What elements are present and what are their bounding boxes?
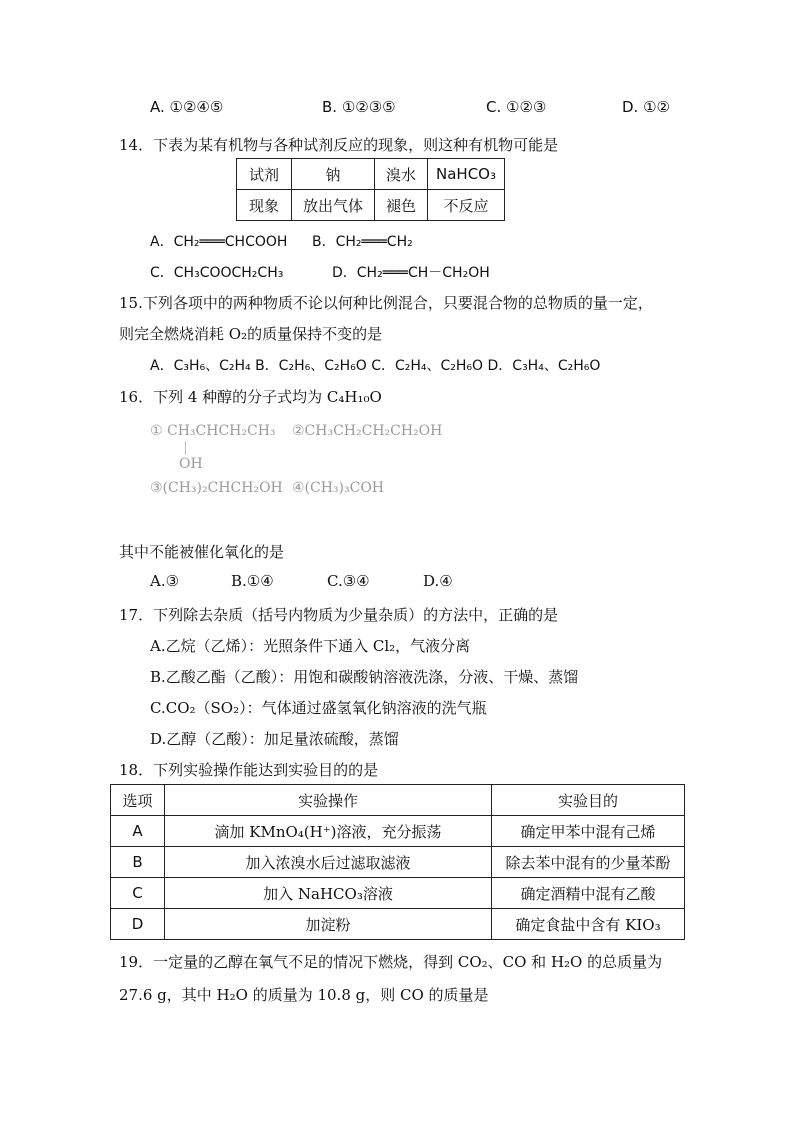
table-cell: 滴加 KMnO₄(H⁺)溶液，充分振荡	[165, 816, 492, 847]
q14-stem: 14．下表为某有机物与各种试剂反应的现象，则这种有机物可能是	[119, 136, 559, 154]
table-header-cell: 实验操作	[165, 785, 492, 816]
q16-option-d: D.④	[423, 572, 453, 590]
q16-stem: 16．下列 4 种醇的分子式均为 C₄H₁₀O	[119, 388, 382, 406]
table-cell: NaHCO₃	[428, 159, 505, 190]
table-cell: A	[111, 816, 165, 847]
q13-option-d: D. ①②	[622, 98, 670, 116]
q17-option-a: A.乙烷（乙烯）：光照条件下通入 Cl₂，气液分离	[150, 637, 471, 655]
q18-stem: 18．下列实验操作能达到实验目的的是	[119, 761, 379, 779]
table-cell: 确定甲苯中混有己烯	[492, 816, 685, 847]
table-cell: 加入浓溴水后过滤取滤液	[165, 847, 492, 878]
table-row	[111, 909, 685, 940]
q13-option-a: A. ①②④⑤	[150, 98, 224, 116]
table-cell: B	[111, 847, 165, 878]
q14-option-c: C．CH₃COOCH₂CH₃	[150, 265, 284, 281]
q17-option-d: D.乙醇（乙酸）：加足量浓硫酸，蒸馏	[150, 730, 399, 748]
table-cell: 不反应	[428, 190, 505, 221]
table-row	[237, 190, 505, 221]
q15-stem-line1: 15.下列各项中的两种物质不论以何种比例混合，只要混合物的总物质的量一定，	[119, 294, 653, 312]
table-cell: 除去苯中混有的少量苯酚	[492, 847, 685, 878]
q18-experiment-table	[110, 784, 685, 940]
table-header-cell: 选项	[111, 785, 165, 816]
q15-stem-line2: 则完全燃烧消耗 O₂的质量保持不变的是	[119, 325, 383, 343]
q17-option-c: C.CO₂（SO₂）：气体通过盛氢氧化钠溶液的洗气瓶	[150, 699, 487, 717]
table-cell: C	[111, 878, 165, 909]
q19-line1: 19．一定量的乙醇在氧气不足的情况下燃烧，得到 CO₂、CO 和 H₂O 的总质量为	[119, 953, 663, 971]
q17-stem: 17．下列除去杂质（括号内物质为少量杂质）的方法中，正确的是	[119, 606, 559, 624]
table-cell: D	[111, 909, 165, 940]
table-cell: 试剂	[237, 159, 292, 190]
q16-structure-3: ③(CH₃)₂CHCH₂OH	[150, 480, 283, 496]
q16-structure-1: ① CH₃CHCH₂CH₃	[150, 423, 276, 439]
q16-bond-line	[185, 441, 186, 455]
q14-option-a: A．CH₂═══CHCOOH	[150, 234, 288, 250]
table-cell: 确定食盐中含有 KIO₃	[492, 909, 685, 940]
table-cell: 加淀粉	[165, 909, 492, 940]
q16-option-b: B.①④	[231, 572, 274, 590]
q15-options: A．C₃H₆、C₂H₄ B．C₂H₆、C₂H₆O C．C₂H₄、C₂H₆O D．C₃H₄、C₂H₆O	[150, 358, 601, 374]
table-cell: 褪色	[375, 190, 428, 221]
table-header-row	[111, 785, 685, 816]
table-cell: 确定酒精中混有乙酸	[492, 878, 685, 909]
table-cell: 加入 NaHCO₃溶液	[165, 878, 492, 909]
table-cell: 放出气体	[292, 190, 375, 221]
q14-reaction-table	[236, 158, 505, 221]
table-header-cell: 实验目的	[492, 785, 685, 816]
q16-option-c: C.③④	[327, 572, 370, 590]
q16-option-a: A.③	[150, 572, 180, 590]
table-row	[111, 878, 685, 909]
q17-option-b: B.乙酸乙酯（乙酸）：用饱和碳酸钠溶液洗涤，分液、干燥、蒸馏	[150, 668, 579, 686]
q14-option-d: D．CH₂═══CH－CH₂OH	[332, 265, 490, 281]
q16-structure-2: ②CH₃CH₂CH₂CH₂OH	[292, 423, 443, 439]
q16-structure-1-oh: OH	[179, 456, 203, 472]
q19-line2: 27.6 g，其中 H₂O 的质量为 10.8 g，则 CO 的质量是	[119, 986, 489, 1004]
table-cell: 溴水	[375, 159, 428, 190]
q16-prompt: 其中不能被催化氧化的是	[119, 543, 285, 561]
q13-option-b: B. ①②③⑤	[322, 98, 396, 116]
table-row	[111, 847, 685, 878]
q13-option-c: C. ①②③	[486, 98, 547, 116]
table-cell: 现象	[237, 190, 292, 221]
table-cell: 钠	[292, 159, 375, 190]
table-row	[237, 159, 505, 190]
q16-structure-4: ④(CH₃)₃COH	[292, 480, 385, 496]
q14-option-b: B．CH₂═══CH₂	[312, 234, 413, 250]
table-row	[111, 816, 685, 847]
